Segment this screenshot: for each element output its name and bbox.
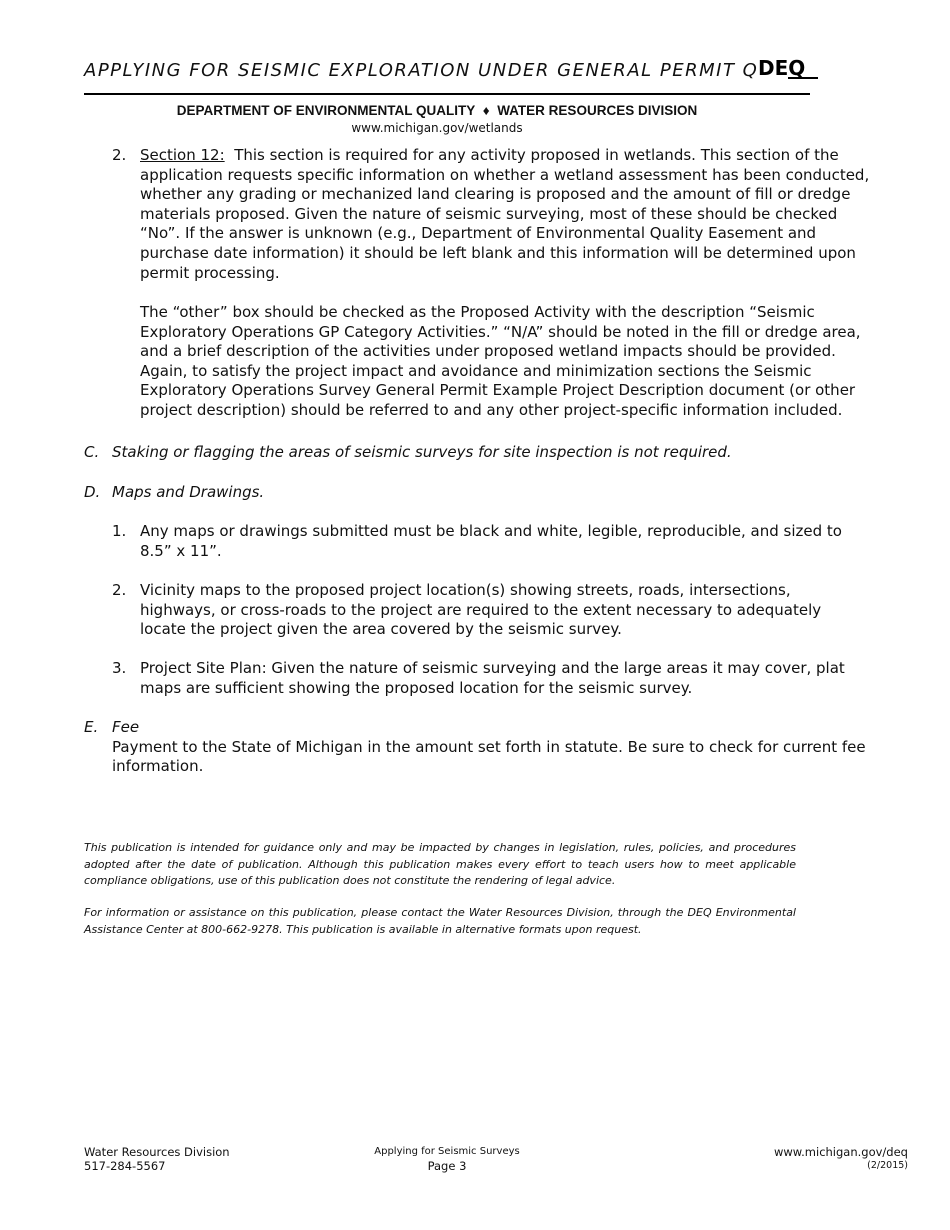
- footer-center: [347, 1145, 547, 1173]
- footer-page-number: Page 3: [427, 1159, 467, 1173]
- deq-logo-icon: [758, 55, 820, 81]
- item-number: 2.: [112, 581, 127, 599]
- list-item-maps-1: [112, 522, 870, 561]
- item-text: [140, 146, 870, 283]
- item-number: 2.: [112, 146, 127, 164]
- footer-doc-title: Applying for Seismic Surveys: [374, 1146, 520, 1157]
- department-line: [84, 103, 790, 118]
- section-e-text: Payment to the State of Michigan in the amount set forth in statute. Be sure to check for current fee information.: [112, 737, 866, 776]
- item-text: Any maps or drawings submitted must be black and white, legible, reproducible, and sized to 8.5” x 11”.: [140, 522, 842, 560]
- division-name: WATER RESOURCES DIVISION: [497, 103, 698, 118]
- wetlands-url: www.michigan.gov/wetlands: [351, 121, 523, 135]
- paragraph-text: The “other” box should be checked as the Proposed Activity with the description “Seismic Exploratory Operations GP Category Activities.” “N/A” should be noted in the fill or dredge area, and a brief description of the activities under proposed wetland impacts should be provided. Again, to satisfy the project impact and avoidance and minimization sections the Seismic Exploratory Operations Survey General Permit Example Project Description document (or other project description) should be referred to and any other project-specific information included.: [140, 303, 861, 419]
- section-d-heading: Maps and Drawings.: [112, 483, 265, 501]
- section-12-heading: Section 12:: [140, 146, 225, 164]
- section-e-heading: Fee: [112, 718, 140, 736]
- footer-left: [84, 1145, 230, 1173]
- list-item-maps-2: [112, 581, 870, 640]
- disclaimer-contact: For information or assistance on this publication, please contact the Water Resources Division, through the DEQ Environmental Assistance Center at 800-662-9278. This publication is available in alternative formats upon request.: [84, 906, 796, 936]
- list-item-maps-3: [112, 659, 870, 698]
- item-number: 3.: [112, 659, 127, 677]
- section-letter: D.: [84, 483, 101, 501]
- section-letter: C.: [84, 443, 100, 461]
- disclaimer-guidance: This publication is intended for guidance only and may be impacted by changes in legislation, rules, policies, and procedures adopted after the date of publication. Although this publication makes every effort to teach users how to meet applicable compliance obligations, use of this publication does not constitute the rendering of legal advice.: [84, 841, 796, 887]
- section-letter: E.: [84, 718, 99, 736]
- department-name: DEPARTMENT OF ENVIRONMENTAL QUALITY: [176, 103, 476, 118]
- deq-logo-text: DEQ: [758, 56, 806, 80]
- section-12-paragraph-2: [112, 303, 870, 421]
- footer-right: [774, 1145, 908, 1173]
- footer-phone: 517-284-5567: [84, 1159, 166, 1173]
- item-text: Project Site Plan: Given the nature of seismic surveying and the large areas it may cover, plat maps are sufficient showing the proposed location for the seismic survey.: [140, 659, 845, 697]
- item-number: 1.: [112, 522, 127, 540]
- section-c: [84, 443, 874, 463]
- section-c-text: Staking or flagging the areas of seismic surveys for site inspection is not required.: [112, 443, 732, 461]
- section-d: [84, 483, 874, 503]
- item-text: Vicinity maps to the proposed project location(s) showing streets, roads, intersections, highways, or cross-roads to the project are required to the extent necessary to adequately locate the project given the area covered by the seismic survey.: [140, 581, 822, 639]
- document-title: APPLYING FOR SEISMIC EXPLORATION UNDER GENERAL PERMIT Q: [84, 60, 759, 81]
- section-12-text: This section is required for any activity proposed in wetlands. This section of the application requests specific information on whether a wetland assessment has been conducted, whether any grading or mechanized land clearing is proposed and the amount of fill or dredge materials proposed. Given the nature of seismic surveying, most of these should be checked “No”. If the answer is unknown (e.g., Department of Environmental Quality Easement and purchase date information) it should be left blank and this information will be determined upon permit processing.: [140, 146, 870, 282]
- section-e: [84, 718, 874, 777]
- list-item-section-12: [112, 146, 870, 283]
- diamond-separator: ♦: [482, 103, 490, 118]
- footer-deq-url: www.michigan.gov/deq: [773, 1145, 908, 1159]
- header-rule: [84, 93, 810, 95]
- footer-division: Water Resources Division: [84, 1145, 230, 1159]
- footer-date: (2/2015): [867, 1160, 908, 1171]
